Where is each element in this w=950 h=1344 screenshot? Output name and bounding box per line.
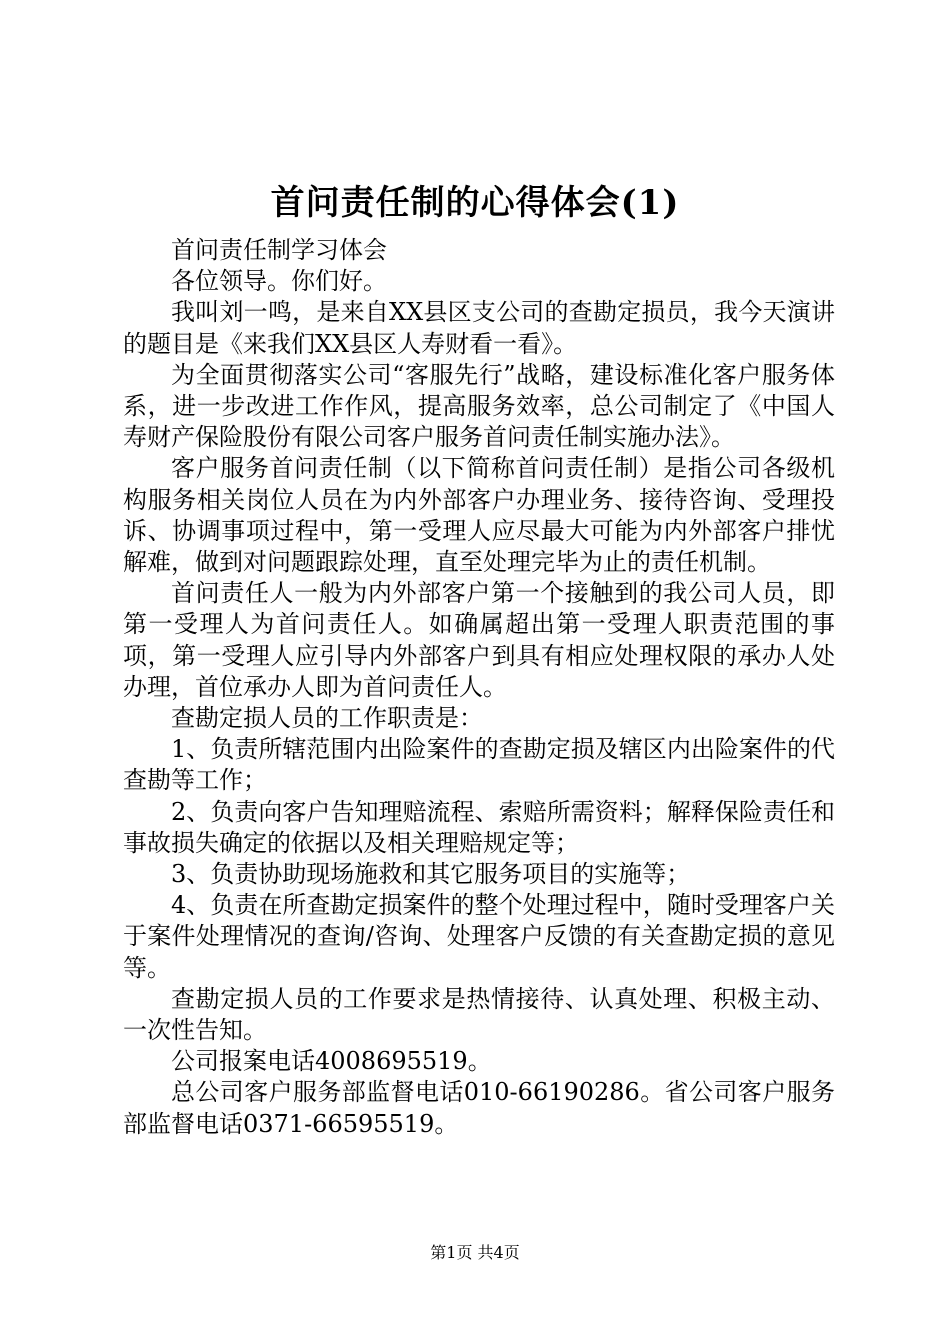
paragraph: 首问责任制学习体会 <box>171 236 387 264</box>
list-item: 4、负责在所查勘定损案件的整个处理过程中，随时受理客户关于案件处理情况的查询/咨询、处理客户反馈的有关查勘定损的意见等。 <box>123 891 835 982</box>
list-item: 3、负责协助现场施救和其它服务项目的实施等； <box>171 860 691 889</box>
paragraph: 我叫刘一鸣，是来自XX县区支公司的查勘定损员，我今天演讲的题目是《来我们XX县区人寿财看一看》。 <box>123 298 835 358</box>
paragraph: 客户服务首问责任制（以下简称首问责任制）是指公司各级机构服务相关岗位人员在为内外部客户办理业务、接待咨询、受理投诉、协调事项过程中，第一受理人应尽最大可能为内外部客户排忧解难，做到对问题跟踪处理，直至处理完毕为止的责任机制。 <box>123 454 835 577</box>
paragraph: 公司报案电话4008695519。 <box>171 1047 492 1076</box>
paragraph: 为全面贯彻落实公司“客服先行”战略，建设标准化客户服务体系，进一步改进工作作风，提高服务效率，总公司制定了《中国人寿财产保险股份有限公司客户服务首问责任制实施办法》。 <box>123 360 835 452</box>
paragraph: 首问责任人一般为内外部客户第一个接触到的我公司人员，即第一受理人为首问责任人。如确属超出第一受理人职责范围的事项，第一受理人应引导内外部客户到具有相应处理权限的承办人处办理，首位承办人即为首问责任人。 <box>123 579 835 701</box>
page-footer: 第1页 共4页 <box>430 1243 520 1262</box>
document-title: 首问责任制的心得体会(1) <box>270 183 680 223</box>
paragraph: 各位领导。你们好。 <box>171 267 387 296</box>
list-item: 1、负责所辖范围内出险案件的查勘定损及辖区内出险案件的代查勘等工作； <box>123 735 835 795</box>
paragraph: 查勘定损人员的工作要求是热情接待、认真处理、积极主动、一次性告知。 <box>123 984 835 1045</box>
list-item: 2、负责向客户告知理赔流程、索赔所需资料；解释保险责任和事故损失确定的依据以及相关理赔规定等； <box>123 797 835 857</box>
document-body <box>123 235 835 1140</box>
paragraph: 查勘定损人员的工作职责是： <box>171 704 483 733</box>
paragraph: 总公司客户服务部监督电话010-66190286。省公司客户服务部监督电话0371-66595519。 <box>123 1078 835 1138</box>
